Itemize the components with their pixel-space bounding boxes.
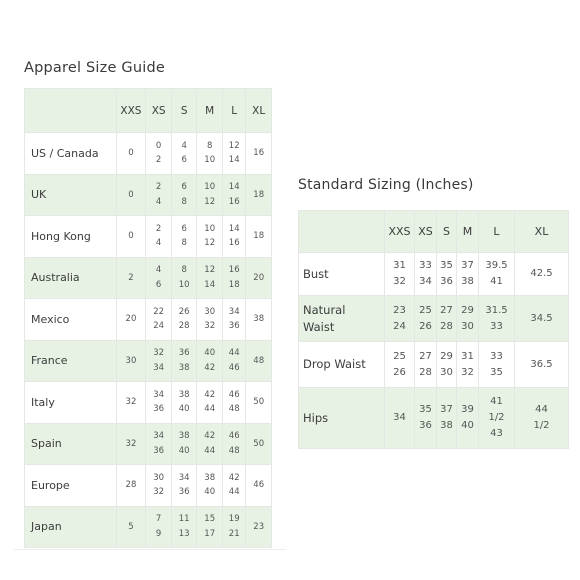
size-cell xyxy=(246,174,272,216)
apparel-row-japan xyxy=(25,506,272,548)
cell-value: 16 xyxy=(228,238,240,249)
cell-value: 35 xyxy=(440,260,453,271)
measurement-cell xyxy=(385,388,415,449)
cell-value: 46 xyxy=(253,480,265,490)
cell-value: 20 xyxy=(125,314,137,324)
header-size-s: S xyxy=(171,89,197,133)
cell-value: 32 xyxy=(125,397,137,407)
region-label: Mexico xyxy=(25,299,117,341)
cell-value: 9 xyxy=(155,528,162,539)
size-cell xyxy=(222,423,245,465)
cell-value: 8 xyxy=(181,238,187,249)
apparel-row-europe xyxy=(25,465,272,507)
cell-value: 14 xyxy=(228,155,240,166)
cell-value: 6 xyxy=(181,182,187,193)
measurement-cell xyxy=(457,342,479,388)
cell-value: 34 xyxy=(153,362,165,373)
region-label: France xyxy=(25,340,117,382)
cell-value: 38 xyxy=(178,362,190,373)
size-cell xyxy=(116,465,146,507)
measurement-cell xyxy=(415,388,437,449)
cell-value: 36 xyxy=(440,276,453,287)
size-cell xyxy=(246,506,272,548)
cell-value: 36 xyxy=(178,487,190,498)
size-cell xyxy=(171,216,197,258)
cell-value: 10 xyxy=(204,155,216,166)
cell-value: 4 xyxy=(155,265,162,276)
size-cell xyxy=(246,216,272,258)
measurement-cell xyxy=(415,296,437,342)
cell-value: 27 xyxy=(440,304,453,316)
size-cell xyxy=(116,382,146,424)
cell-value: 40 xyxy=(204,348,216,359)
region-label: UK xyxy=(25,174,117,216)
region-label: Europe xyxy=(25,465,117,507)
measurement-cell xyxy=(415,253,437,296)
header-size-l: L xyxy=(222,89,245,133)
cell-value: 16 xyxy=(253,148,265,158)
cell-value: 22 xyxy=(153,306,165,317)
size-cell xyxy=(116,133,146,175)
cell-value: 19 xyxy=(228,514,240,525)
region-label: US / Canada xyxy=(25,133,117,175)
measurement-cell xyxy=(457,388,479,449)
cell-value: 28 xyxy=(125,480,137,490)
cell-value: 6 xyxy=(181,223,187,234)
cell-value: 44 xyxy=(228,487,240,498)
cell-value: 4 xyxy=(181,140,187,151)
measurement-cell xyxy=(515,342,569,388)
cell-value: 38 xyxy=(440,420,453,431)
size-cell xyxy=(222,465,245,507)
cell-value: 43 xyxy=(490,428,503,439)
cell-value: 36 xyxy=(153,404,165,415)
cell-value: 12 xyxy=(204,238,216,249)
cell-value: 50 xyxy=(253,438,265,449)
cell-value: 37 xyxy=(440,404,453,415)
cell-value: 28 xyxy=(178,321,190,332)
cell-value: 18 xyxy=(253,189,265,200)
standard-sizing-table xyxy=(298,210,569,449)
measurement-cell xyxy=(479,296,515,342)
cell-value: 35 xyxy=(419,404,432,415)
measurement-cell xyxy=(385,342,415,388)
measurement-label-line: Natural xyxy=(303,302,346,317)
size-cell xyxy=(171,465,197,507)
measurement-label xyxy=(299,342,385,388)
size-cell xyxy=(116,257,146,299)
size-cell xyxy=(197,133,223,175)
cell-value: 41 xyxy=(490,276,503,287)
cell-value: 37 xyxy=(461,260,474,271)
cell-value: 30 xyxy=(125,355,137,366)
size-cell xyxy=(146,506,172,548)
size-cell xyxy=(246,382,272,424)
size-cell xyxy=(116,340,146,382)
size-cell xyxy=(197,174,223,216)
cell-value: 38 xyxy=(253,314,265,324)
apparel-row-mexico xyxy=(25,299,272,341)
cell-value: 6 xyxy=(155,279,162,290)
cell-value: 40 xyxy=(178,404,190,415)
cell-value: 30 xyxy=(440,366,453,378)
size-cell xyxy=(146,133,172,175)
cell-value: 34 xyxy=(393,412,406,423)
cell-value: 48 xyxy=(228,404,240,415)
size-cell xyxy=(222,299,245,341)
measurement-label xyxy=(299,253,385,296)
cell-value: 34 xyxy=(228,306,240,317)
cell-value: 50 xyxy=(253,397,265,407)
cell-value: 23 xyxy=(393,304,406,316)
cell-value: 34 xyxy=(178,472,190,483)
cell-value: 10 xyxy=(178,279,190,290)
measurement-cell xyxy=(515,253,569,296)
size-cell xyxy=(222,174,245,216)
cell-value: 18 xyxy=(253,231,265,241)
cell-value: 12 xyxy=(204,265,216,276)
cell-value: 40 xyxy=(461,420,474,431)
size-cell xyxy=(116,506,146,548)
header-size-xl: XL xyxy=(246,89,272,133)
measurement-label-line: Hips xyxy=(303,410,329,425)
cell-value: 44 xyxy=(204,404,216,415)
cell-value: 32 xyxy=(461,366,474,378)
cell-value: 11 xyxy=(178,514,190,525)
cell-value: 25 xyxy=(393,350,406,362)
apparel-row-italy xyxy=(25,382,272,424)
size-cell xyxy=(171,299,197,341)
cell-value: 28 xyxy=(419,366,432,378)
cell-value: 2 xyxy=(128,272,134,283)
cell-value: 38 xyxy=(204,472,216,483)
measurement-cell xyxy=(479,388,515,449)
size-cell xyxy=(146,465,172,507)
cell-value: 30 xyxy=(153,472,165,483)
standard-sizing-title: Standard Sizing (Inches) xyxy=(298,177,474,193)
cell-value: 46 xyxy=(228,389,240,400)
cell-value: 42 xyxy=(204,389,216,400)
size-cell xyxy=(116,216,146,258)
size-cell xyxy=(171,174,197,216)
cell-value: 44 xyxy=(228,348,240,359)
cell-value: 30 xyxy=(204,306,216,317)
size-cell xyxy=(246,299,272,341)
apparel-row-hong-kong xyxy=(25,216,272,258)
size-cell xyxy=(146,257,172,299)
cell-value: 36.5 xyxy=(530,358,553,370)
cell-value: 2 xyxy=(155,223,162,234)
region-label: Spain xyxy=(25,423,117,465)
apparel-row-france xyxy=(25,340,272,382)
apparel-row-australia xyxy=(25,257,272,299)
header-size-xs: XS xyxy=(415,211,437,253)
cell-value: 12 xyxy=(204,196,216,207)
cell-value: 26 xyxy=(393,366,406,378)
cell-value: 38 xyxy=(178,389,190,400)
size-cell xyxy=(222,133,245,175)
cell-value: 25 xyxy=(419,304,432,316)
measurement-cell xyxy=(479,342,515,388)
cell-value: 24 xyxy=(393,320,406,332)
apparel-header-row xyxy=(25,89,272,133)
cell-value: 38 xyxy=(178,431,190,442)
apparel-size-guide-title: Apparel Size Guide xyxy=(24,60,165,76)
cell-value: 38 xyxy=(461,276,474,287)
cell-value: 21 xyxy=(228,528,240,539)
cell-value: 12 xyxy=(228,140,240,151)
measurement-cell xyxy=(437,296,457,342)
cell-value: 2 xyxy=(155,182,162,193)
cell-value: 28 xyxy=(440,320,453,332)
cell-value: 4 xyxy=(155,238,162,249)
measurement-cell xyxy=(457,296,479,342)
measurement-cell xyxy=(437,388,457,449)
size-cell xyxy=(197,340,223,382)
cell-value: 36 xyxy=(153,445,165,456)
size-cell xyxy=(171,257,197,299)
cell-value: 32 xyxy=(204,321,216,332)
size-cell xyxy=(197,257,223,299)
size-cell xyxy=(222,506,245,548)
size-cell xyxy=(197,465,223,507)
region-label: Australia xyxy=(25,257,117,299)
header-size-xxs: XXS xyxy=(385,211,415,253)
cell-value: 14 xyxy=(204,279,216,290)
cell-value: 42 xyxy=(204,362,216,373)
cell-value: 32 xyxy=(153,487,165,498)
size-cell xyxy=(222,382,245,424)
cell-value: 8 xyxy=(181,265,187,276)
cell-value: 34 xyxy=(153,389,165,400)
cell-value: 5 xyxy=(128,521,134,532)
cell-value: 34 xyxy=(153,431,165,442)
cell-value: 36 xyxy=(228,321,240,332)
bottom-divider xyxy=(14,549,286,550)
apparel-row-uk xyxy=(25,174,272,216)
cell-value: 42 xyxy=(204,431,216,442)
cell-value: 10 xyxy=(204,182,216,193)
cell-value: 30 xyxy=(461,320,474,332)
cell-value: 39.5 xyxy=(485,260,508,271)
size-cell xyxy=(197,216,223,258)
measurement-cell xyxy=(437,342,457,388)
size-cell xyxy=(146,174,172,216)
cell-value: 46 xyxy=(228,431,240,442)
cell-value: 16 xyxy=(228,265,240,276)
header-size-xxs: XXS xyxy=(116,89,146,133)
header-corner-cell xyxy=(25,89,117,133)
cell-value: 34.5 xyxy=(530,312,553,324)
size-cell xyxy=(146,216,172,258)
measurement-cell xyxy=(515,388,569,449)
cell-value: 0 xyxy=(128,189,134,200)
cell-value: 24 xyxy=(153,321,165,332)
cell-value: 26 xyxy=(178,306,190,317)
cell-value: 2 xyxy=(155,155,162,166)
cell-value: 17 xyxy=(204,528,216,539)
measurement-label-line: Bust xyxy=(303,266,329,281)
measurement-cell xyxy=(385,253,415,296)
cell-value: 16 xyxy=(228,196,240,207)
cell-value: 4 xyxy=(155,196,162,207)
measurement-label-line: Waist xyxy=(303,319,335,334)
size-cell xyxy=(171,133,197,175)
cell-value: 1/2 xyxy=(488,412,505,423)
cell-value: 40 xyxy=(204,487,216,498)
size-cell xyxy=(171,340,197,382)
cell-value: 20 xyxy=(253,272,265,283)
cell-value: 26 xyxy=(419,320,432,332)
measurement-cell xyxy=(515,296,569,342)
size-cell xyxy=(116,299,146,341)
cell-value: 32 xyxy=(125,438,137,449)
cell-value: 31 xyxy=(393,260,406,271)
header-size-l: L xyxy=(479,211,515,253)
apparel-row-us-canada xyxy=(25,133,272,175)
size-cell xyxy=(171,506,197,548)
cell-value: 41 xyxy=(490,396,503,407)
cell-value: 35 xyxy=(490,366,503,378)
cell-value: 42 xyxy=(228,472,240,483)
size-cell xyxy=(222,257,245,299)
measurement-cell xyxy=(385,296,415,342)
size-cell xyxy=(246,465,272,507)
cell-value: 13 xyxy=(178,528,190,539)
size-cell xyxy=(197,382,223,424)
size-cell xyxy=(246,340,272,382)
cell-value: 33 xyxy=(490,320,503,332)
size-cell xyxy=(146,299,172,341)
apparel-row-spain xyxy=(25,423,272,465)
cell-value: 48 xyxy=(253,355,265,366)
cell-value: 29 xyxy=(461,304,474,316)
cell-value: 48 xyxy=(228,445,240,456)
standard-header-row xyxy=(299,211,569,253)
cell-value: 27 xyxy=(419,350,432,362)
cell-value: 33 xyxy=(490,350,503,362)
header-size-xl: XL xyxy=(515,211,569,253)
cell-value: 33 xyxy=(419,260,432,271)
size-cell xyxy=(197,506,223,548)
measurement-label-line: Drop Waist xyxy=(303,357,366,371)
header-size-xs: XS xyxy=(146,89,172,133)
measurement-cell xyxy=(437,253,457,296)
cell-value: 39 xyxy=(461,404,474,415)
cell-value: 10 xyxy=(204,223,216,234)
size-cell xyxy=(171,423,197,465)
cell-value: 42.5 xyxy=(530,268,553,279)
size-cell xyxy=(246,257,272,299)
header-size-m: M xyxy=(197,89,223,133)
measurement-label xyxy=(299,296,385,342)
size-cell xyxy=(116,423,146,465)
cell-value: 14 xyxy=(228,182,240,193)
cell-value: 32 xyxy=(153,348,165,359)
cell-value: 44 xyxy=(535,404,548,415)
size-cell xyxy=(246,423,272,465)
cell-value: 0 xyxy=(155,140,162,151)
measurement-cell xyxy=(415,342,437,388)
cell-value: 36 xyxy=(178,348,190,359)
cell-value: 7 xyxy=(155,514,162,525)
measurement-cell xyxy=(457,253,479,296)
region-label: Italy xyxy=(25,382,117,424)
apparel-size-table xyxy=(24,88,272,548)
cell-value: 0 xyxy=(128,231,134,241)
size-cell xyxy=(246,133,272,175)
size-cell xyxy=(197,423,223,465)
region-label: Hong Kong xyxy=(25,216,117,258)
size-cell xyxy=(222,340,245,382)
cell-value: 8 xyxy=(207,140,213,151)
cell-value: 1/2 xyxy=(533,420,550,431)
size-cell xyxy=(146,382,172,424)
cell-value: 8 xyxy=(181,196,187,207)
size-cell xyxy=(146,340,172,382)
size-cell xyxy=(222,216,245,258)
header-size-s: S xyxy=(437,211,457,253)
cell-value: 15 xyxy=(204,514,216,525)
header-size-m: M xyxy=(457,211,479,253)
cell-value: 29 xyxy=(440,350,453,362)
cell-value: 31.5 xyxy=(485,304,508,316)
size-cell xyxy=(171,382,197,424)
cell-value: 6 xyxy=(181,155,187,166)
cell-value: 18 xyxy=(228,279,240,290)
cell-value: 46 xyxy=(228,362,240,373)
cell-value: 36 xyxy=(419,420,432,431)
cell-value: 14 xyxy=(228,223,240,234)
measurement-cell xyxy=(479,253,515,296)
cell-value: 44 xyxy=(204,445,216,456)
size-cell xyxy=(146,423,172,465)
cell-value: 34 xyxy=(419,276,432,287)
cell-value: 40 xyxy=(178,445,190,456)
size-cell xyxy=(197,299,223,341)
standard-row-hips xyxy=(299,388,569,449)
standard-row-natural-waist xyxy=(299,296,569,342)
cell-value: 31 xyxy=(461,350,474,362)
standard-row-bust xyxy=(299,253,569,296)
standard-row-drop-waist xyxy=(299,342,569,388)
region-label: Japan xyxy=(25,506,117,548)
measurement-label xyxy=(299,388,385,449)
size-cell xyxy=(116,174,146,216)
cell-value: 32 xyxy=(393,276,406,287)
cell-value: 23 xyxy=(253,521,265,532)
header-corner-cell xyxy=(299,211,385,253)
cell-value: 0 xyxy=(128,148,134,158)
